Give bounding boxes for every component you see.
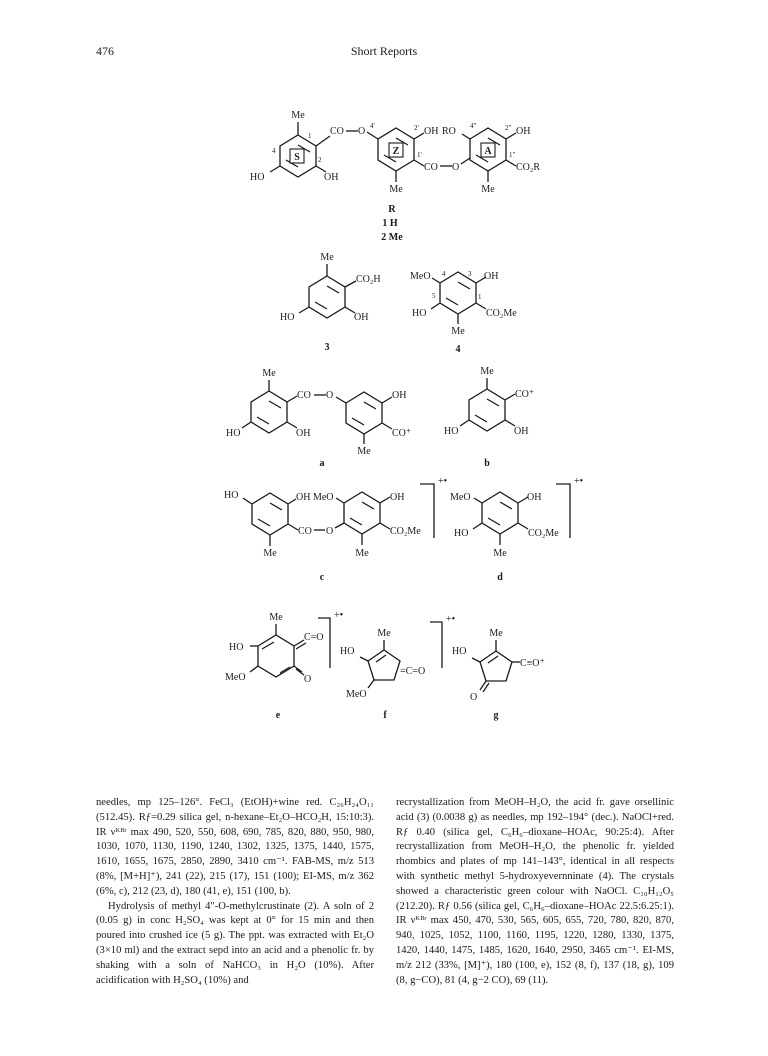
sb-ho: HO — [444, 426, 459, 437]
structure-g — [452, 628, 545, 721]
se-label: e — [275, 710, 281, 721]
se-o: O — [304, 674, 312, 685]
left-text-column — [96, 796, 374, 988]
sb-label: b — [484, 458, 490, 469]
s4-ho: HO — [412, 308, 427, 319]
right-paragraph-1: recrystallization from MeOH–H₂O, the acid fr. gave orsellinic acid (3) (0.0038 g) as needles, mp 192–194° (dec.). NaOCl+red. Rƒ 0.40 (silica gel, C₆H₆–dioxane–HOAc, 90:25:4). After recrystallization from MeOH–H₂O, the phenolic fr. yielded rhombics and plates of mp 141–143°, identical in all respects with synthetic methyl 5-hydroxyevernninate (4). The crystals showed a characteristic green colour with NaOCl. C₁₀H₁₂O₅ (212.20). Rƒ 0.56 (silica gel, C₆H₆–dioxane–HOAc 22.5:6.25:1). IR νᴷᴮʳ max 450, 470, 530, 565, 605, 655, 720, 780, 820, 870, 940, 1025, 1052, 1100, 1160, 1195, 1220, 1280, 1330, 1375, 1420, 1440, 1475, 1485, 1620, 1640, 2950, 3465 cm⁻¹. EI-MS, m/z 212 (33%, [M]⁺), 180 (100, e), 152 (8, f), 137 (18, g), 109 (8, g−CO), 81 (4, g−2 CO), 69 (11). — [396, 797, 674, 986]
se-charge: +• — [334, 610, 344, 621]
left-paragraph-1: needles, mp 125–126°. FeCl₃ (EtOH)+wine red. C₂₆H₂₄O₁₁ (512.45). Rƒ=0.29 silica gel, n-hexane–Et₂O–HCO₂H, 15:10:3). IR νᴷᴮʳ max 490, 520, 550, 608, 690, 785, 820, 880, 950, 980, 1030, 1070, 1130, 1190, 1240, 1302, 1325, 1375, 1440, 1575, 1610, 1655, 1675, 2850, 2890, 3410 cm⁻¹. FAB-MS, m/z 513 (8%, [M+H]⁺), 241 (22), 215 (17), 151 (100); EI-MS, m/z 362 (6%, c), 212 (23, d), 180 (41, e), 151 (100, b). — [96, 797, 374, 897]
sa-o: O — [326, 390, 334, 401]
s1-row-2: 2 Me — [381, 232, 403, 243]
ring-a-label: A — [484, 146, 492, 157]
sd-oh: OH — [527, 492, 542, 503]
s1-pos-2: 2 — [318, 156, 322, 164]
s1-row-1: 1 H — [382, 218, 398, 229]
s4-pos-4: 4 — [442, 270, 446, 278]
sd-meo: MeO — [450, 492, 471, 503]
se-ho: HO — [229, 642, 244, 653]
s1-oh-z: OH — [424, 126, 439, 137]
s1-me-a: Me — [481, 184, 495, 195]
sf-me: Me — [377, 628, 391, 639]
sd-label: d — [497, 572, 503, 583]
s1-pos-4pp: 4" — [470, 122, 477, 130]
sf-ketene: =C=O — [400, 666, 426, 677]
sd-co2me: CO₂Me — [528, 528, 559, 539]
s4-pos-1: 1 — [478, 293, 482, 301]
structure-c — [224, 476, 447, 583]
s1-co-link: CO — [330, 126, 344, 137]
structure-1-2 — [250, 110, 540, 243]
ring-z — [378, 128, 414, 171]
s1-oh-s: OH — [324, 172, 339, 183]
s1-pos-1: 1 — [308, 132, 312, 140]
sa-oh-left: OH — [296, 428, 311, 439]
s1-oh-a: OH — [516, 126, 531, 137]
se-ketene: C=O — [304, 632, 324, 643]
s4-label: 4 — [455, 344, 461, 355]
s4-meo: MeO — [410, 271, 431, 282]
se-meo: MeO — [225, 672, 246, 683]
s1-ro: RO — [442, 126, 456, 137]
sf-label: f — [383, 710, 387, 721]
sf-ho: HO — [340, 646, 355, 657]
s1-co-z: CO — [424, 162, 438, 173]
structure-e — [225, 610, 343, 721]
s1-pos-4: 4 — [272, 147, 276, 155]
s1-pos-1p: 1' — [417, 151, 422, 159]
structure-4 — [410, 270, 517, 355]
s1-o-z: O — [452, 162, 460, 173]
sc-me-left: Me — [263, 548, 277, 559]
sb-co-plus: CO⁺ — [515, 389, 535, 400]
s1-pos-2pp: 2" — [505, 124, 512, 132]
sc-charge: +• — [438, 476, 448, 487]
sa-label: a — [319, 458, 325, 469]
sa-me: Me — [262, 368, 276, 379]
s1-pos-4p: 4' — [370, 122, 375, 130]
se-me: Me — [269, 612, 283, 623]
sg-acylium: C≡O⁺ — [520, 658, 545, 669]
s1-co2r: CO₂R — [516, 162, 541, 173]
sc-co: CO — [298, 526, 312, 537]
sd-ho: HO — [454, 528, 469, 539]
sg-label: g — [493, 710, 499, 721]
sa-me-bottom: Me — [357, 446, 371, 457]
s4-pos-3: 3 — [468, 270, 472, 278]
s3-label: 3 — [324, 342, 330, 353]
sc-o: O — [326, 526, 334, 537]
s4-me: Me — [451, 326, 465, 337]
s1-r-header: R — [388, 204, 396, 215]
sc-ho: HO — [224, 490, 239, 501]
sc-me-right: Me — [355, 548, 369, 559]
running-title: Short Reports — [350, 44, 418, 58]
s1-ho-left: HO — [250, 172, 265, 183]
right-text-column — [396, 796, 674, 988]
s1-me-z: Me — [389, 184, 403, 195]
sc-oh-meo: OH MeO — [296, 492, 334, 503]
structure-a — [226, 368, 411, 469]
sa-oh-right: OH — [392, 390, 407, 401]
sa-co: CO — [297, 390, 311, 401]
s1-me-top: Me — [291, 110, 305, 121]
sc-oh: OH — [390, 492, 405, 503]
s4-pos-5: 5 — [432, 292, 436, 300]
sd-charge: +• — [574, 476, 584, 487]
ring-a — [470, 128, 506, 171]
structure-d — [450, 476, 583, 583]
s3-co2h: CO₂H — [356, 274, 381, 285]
ring-s — [280, 135, 316, 177]
sa-co-plus: CO⁺ — [392, 428, 412, 439]
s1-pos-2p: 2' — [414, 124, 419, 132]
s4-oh: OH — [484, 271, 499, 282]
page-number: 476 — [96, 44, 114, 58]
ring-s-label: S — [294, 152, 300, 163]
s3-me: Me — [320, 252, 334, 263]
sg-ho: HO — [452, 646, 467, 657]
sb-oh: OH — [514, 426, 529, 437]
s4-co2me: CO₂Me — [486, 308, 517, 319]
sa-ho: HO — [226, 428, 241, 439]
sd-me: Me — [493, 548, 507, 559]
s1-pos-1pp: 1" — [509, 151, 516, 159]
structure-3 — [280, 252, 381, 353]
sc-co2me: CO₂Me — [390, 526, 421, 537]
sg-o: O — [470, 692, 478, 703]
sf-charge: +• — [446, 614, 456, 625]
sg-me: Me — [489, 628, 503, 639]
sc-label: c — [319, 572, 325, 583]
s3-ho: HO — [280, 312, 295, 323]
sb-me: Me — [480, 366, 494, 377]
sf-meo: MeO — [346, 689, 367, 700]
structure-b — [444, 366, 534, 469]
s1-o-link: O — [358, 126, 366, 137]
s3-oh: OH — [354, 312, 369, 323]
ring-z-label: Z — [392, 146, 400, 157]
left-paragraph-2: Hydrolysis of methyl 4"-O-methylcrustinate (2). A soln of 2 (0.05 g) in conc H₂SO₄ was kept at 0° for 15 min and then poured into crushed ice (5 g). The ppt. was extracted with Et₂O (3×10 ml) and the extract sepd into an acid and a phenolic fr. by shaking with a soln of NaHCO₃ in H₂O (10%). After acidification with H₂SO₄ (10%) and — [96, 900, 374, 986]
structure-f — [340, 614, 455, 721]
